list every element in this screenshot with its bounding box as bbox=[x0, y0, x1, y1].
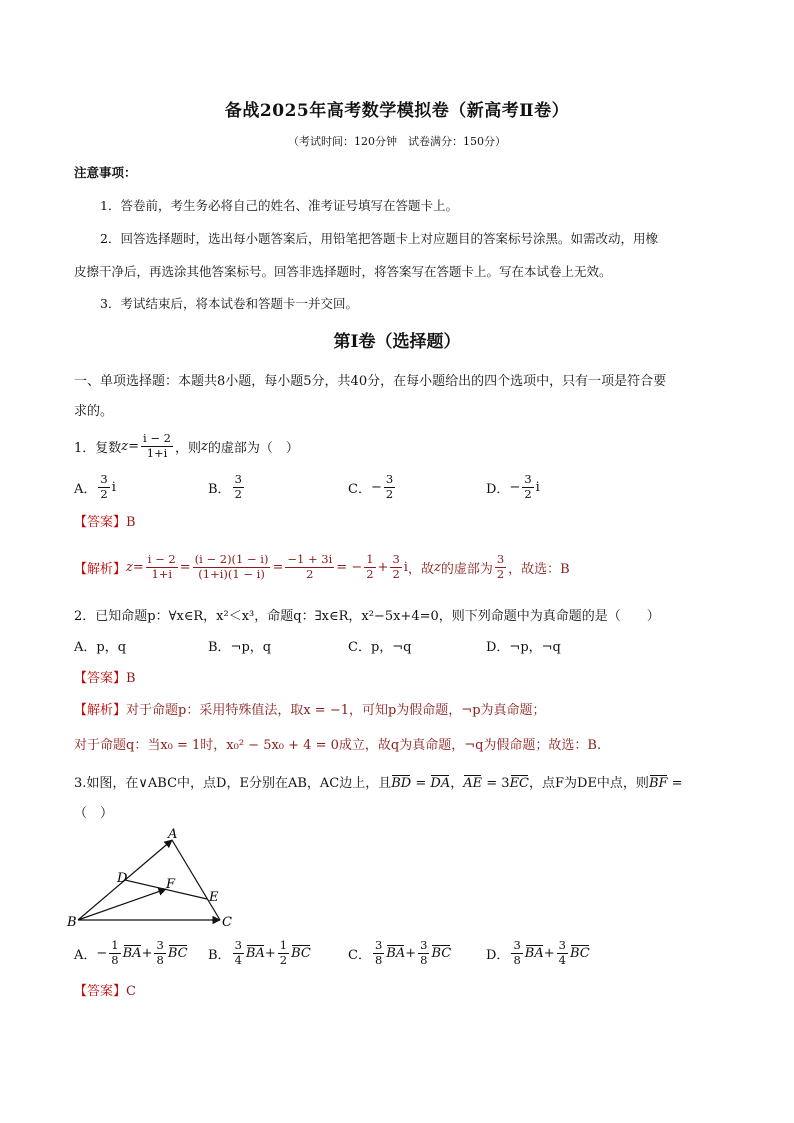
fraction: $\frac{i - 2}{1+i}$ bbox=[143, 431, 171, 460]
q3-option-b[interactable]: B． $\frac{3}{4}$ BA + $\frac{1}{2}$ BC bbox=[208, 938, 311, 967]
section-intro-2: 求的。 bbox=[74, 404, 114, 419]
question-2-stem: 2．已知命题p：∀x∈R，x²＜x³，命题q：∃x∈R，x²−5x+4=0，则下列命题中为真命题的是（ ） bbox=[74, 609, 660, 624]
edge-ac bbox=[172, 840, 220, 920]
q2-option-d[interactable]: D．¬p，¬q bbox=[486, 640, 561, 655]
vector-bf bbox=[78, 889, 166, 920]
page-title: 备战2025年高考数学模拟卷（新高考Ⅱ卷） bbox=[224, 101, 570, 121]
section-intro-1: 一、单项选择题：本题共8小题，每小题5分，共40分，在每小题给出的四个选项中，只有一项是符合要 bbox=[74, 374, 667, 389]
section-title: 第I卷（选择题） bbox=[333, 332, 461, 352]
q2-option-c[interactable]: C．p，¬q bbox=[348, 640, 412, 655]
note-item-1: 1．答卷前，考生务必将自己的姓名、准考证号填写在答题卡上。 bbox=[100, 198, 458, 213]
question-1-stem: 1．复数 z = $\frac{i - 2}{1+i}$ ，则 z 的虚部为（ ） bbox=[74, 431, 299, 460]
triangle-figure bbox=[66, 822, 246, 934]
q3-answer: 【答案】C bbox=[74, 984, 136, 999]
q1-answer: 【答案】B bbox=[74, 515, 136, 530]
question-3-stem: 3.如图，在∨ABC中，点D，E分别在AB，AC边上，且BD = DA，AE = 3EC，点F为DE中点，则BF = bbox=[74, 776, 683, 791]
q2-option-b[interactable]: B．¬p，q bbox=[208, 640, 272, 655]
label-a: A bbox=[168, 827, 178, 842]
question-3-paren: （ ） bbox=[74, 806, 114, 821]
q2-answer: 【答案】B bbox=[74, 671, 136, 686]
label-b: B bbox=[67, 915, 77, 930]
label-d: D bbox=[117, 871, 128, 886]
q2-option-a[interactable]: A．p，q bbox=[74, 640, 127, 655]
notes-heading: 注意事项： bbox=[74, 165, 137, 180]
note-item-2: 2．回答选择题时，选出每小题答案后，用铅笔把答题卡上对应题目的答案标号涂黑。如需改动，用橡 bbox=[100, 231, 658, 246]
label-f: F bbox=[166, 877, 176, 892]
note-item-2-cont: 皮擦干净后，再选涂其他答案标号。回答非选择题时，将答案写在答题卡上。写在本试卷上无效。 bbox=[74, 264, 612, 279]
q2-analysis-1: 【解析】对于命题p：采用特殊值法，取x = −1，可知p为假命题，¬p为真命题； bbox=[74, 703, 546, 718]
note-item-3: 3．考试结束后，将本试卷和答题卡一并交回。 bbox=[100, 296, 358, 311]
q3-option-a[interactable]: A． − $\frac{1}{8}$ BA + $\frac{3}{8}$ BC bbox=[74, 938, 188, 967]
q1-option-d[interactable]: D． − $\frac{3}{2}$ i bbox=[486, 472, 540, 501]
q3-option-c[interactable]: C． $\frac{3}{8}$ BA + $\frac{3}{8}$ BC bbox=[348, 938, 452, 967]
page-subtitle: （考试时间：120分钟 试卷满分：150分） bbox=[288, 135, 506, 148]
q3-option-d[interactable]: D． $\frac{3}{8}$ BA + $\frac{3}{4}$ BC bbox=[486, 938, 590, 967]
label-e: E bbox=[209, 890, 219, 905]
q2-analysis-2: 对于命题q：当x₀ = 1时，x₀² − 5x₀ + 4 = 0成立，故q为真命题，¬q为假命题；故选：B. bbox=[74, 738, 602, 753]
q1-option-c[interactable]: C． − $\frac{3}{2}$ bbox=[348, 472, 394, 501]
label-c: C bbox=[222, 915, 232, 930]
q1-option-b[interactable]: B． $\frac{3}{2}$ bbox=[208, 472, 242, 501]
q1-analysis: 【解析】 z = $\frac{i - 2}{1+i}$ = $\frac{(i - 2)(1 - i)}{(1+i)(1 - i)}$ = $\frac{-1 + 3i}{2}$ = − $\frac{1}{2}$ + $\frac{3}{2}$ i ，故 z 的虚部为 $\frac{3}{2}$ ，故选：B bbox=[74, 552, 570, 581]
q1-option-a[interactable]: A． $\frac{3}{2}$ i bbox=[74, 472, 116, 501]
